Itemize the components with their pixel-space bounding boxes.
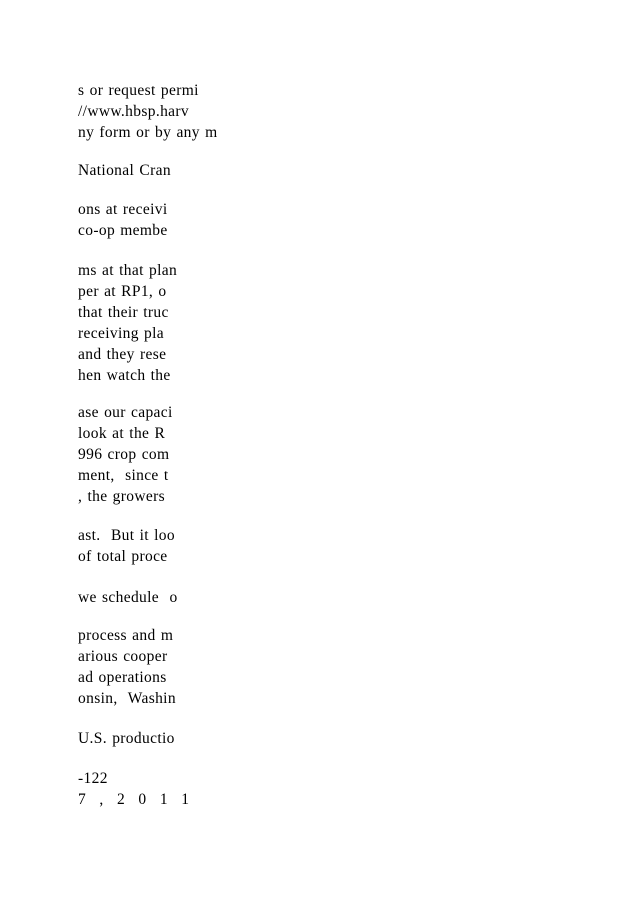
- text-line: U.S. productio: [78, 730, 175, 747]
- text-line: 7 , 2 0 1 1: [78, 791, 194, 808]
- text-line: receiving pla: [78, 325, 165, 342]
- text-line: s or request permi: [78, 82, 199, 99]
- text-line: that their truc: [78, 304, 169, 321]
- text-line: ment, since t: [78, 467, 169, 484]
- text-line: arious cooper: [78, 648, 168, 665]
- text-line: onsin, Washin: [78, 690, 176, 707]
- text-line: National Cran: [78, 162, 171, 179]
- text-line: hen watch the: [78, 367, 171, 384]
- text-line: we schedule o: [78, 589, 178, 606]
- text-line: co-op membe: [78, 222, 168, 239]
- text-line: ny form or by any m: [78, 124, 218, 141]
- text-line: and they rese: [78, 346, 167, 363]
- text-line: per at RP1, o: [78, 283, 167, 300]
- text-line: ons at receivi: [78, 201, 168, 218]
- text-line: ast. But it loo: [78, 527, 176, 544]
- text-line: of total proce: [78, 548, 168, 565]
- text-line: //www.hbsp.harv: [78, 103, 190, 120]
- text-line: -122: [78, 770, 108, 787]
- text-line: 996 crop com: [78, 446, 170, 463]
- text-line: ms at that plan: [78, 262, 178, 279]
- text-line: , the growers: [78, 488, 166, 505]
- text-line: ad operations: [78, 669, 167, 686]
- text-line: look at the R: [78, 425, 166, 442]
- text-line: ase our capaci: [78, 404, 173, 421]
- text-line: process and m: [78, 627, 174, 644]
